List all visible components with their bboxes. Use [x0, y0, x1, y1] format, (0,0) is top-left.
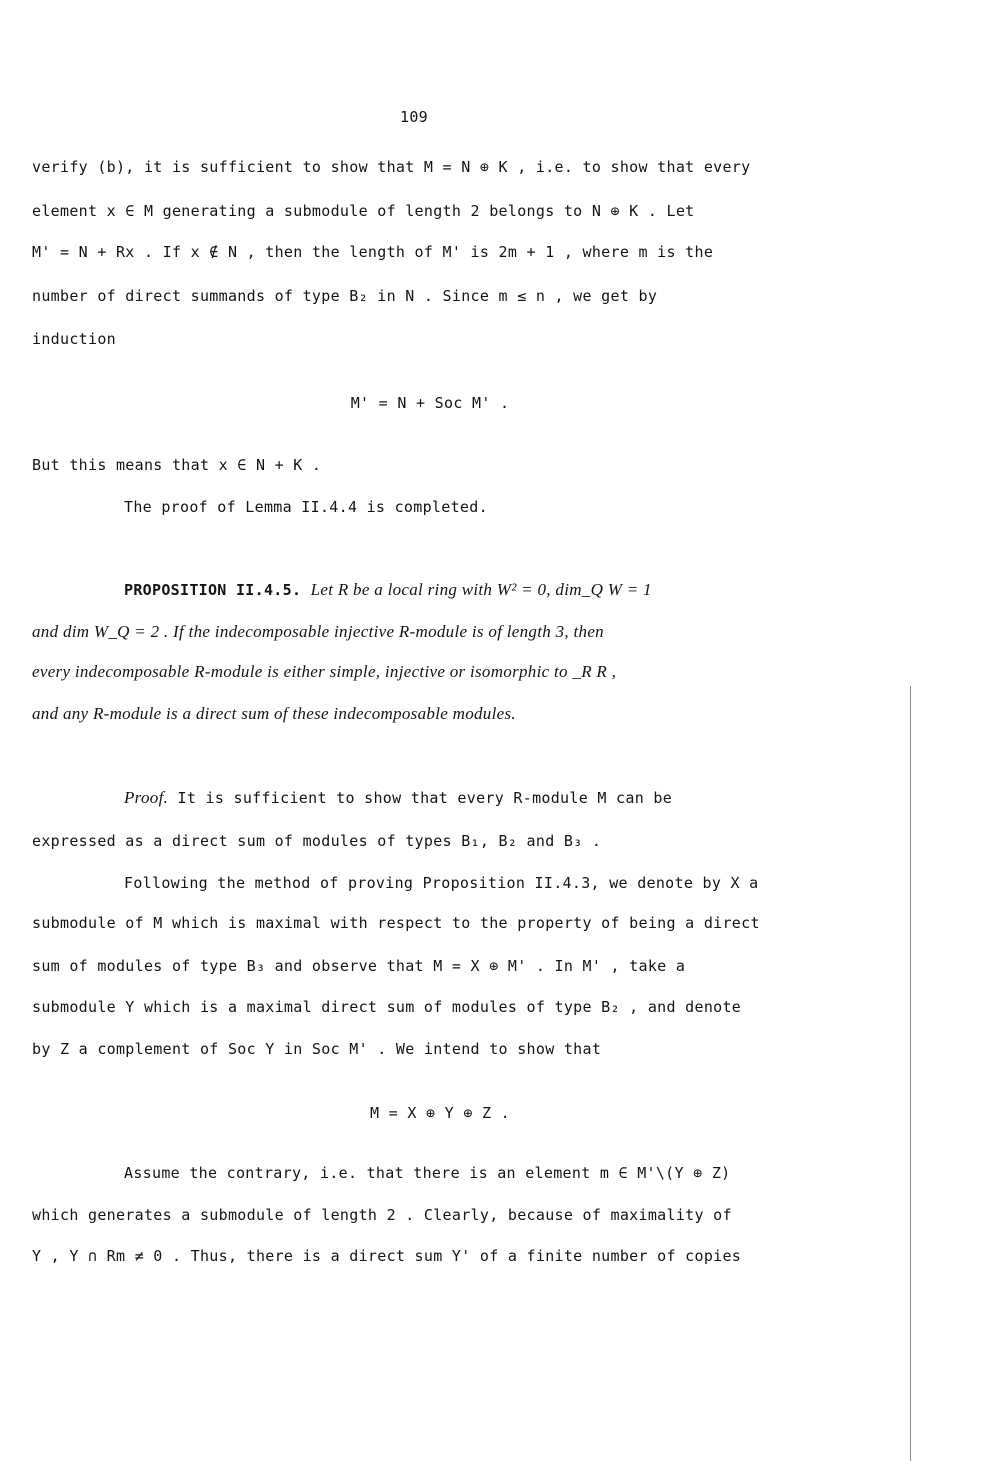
proof-label: Proof.	[124, 788, 169, 807]
text-line: But this means that x ∈ N + K .	[32, 456, 322, 474]
proposition-line	[124, 580, 652, 600]
proposition-text: Let R be a local ring with W² = 0, dim_Q W = 1	[310, 580, 652, 599]
display-equation: M = X ⊕ Y ⊕ Z .	[370, 1104, 510, 1122]
text-line: element x ∈ M generating a submodule of length 2 belongs to N ⊕ K . Let	[32, 202, 695, 220]
text-line: verify (b), it is sufficient to show that M = N ⊕ K , i.e. to show that every	[32, 158, 751, 176]
proof-line: Assume the contrary, i.e. that there is an element m ∈ M'\(Y ⊕ Z)	[124, 1164, 731, 1182]
proof-line: Y , Y ∩ Rm ≠ 0 . Thus, there is a direct sum Y' of a finite number of copies	[32, 1247, 742, 1265]
proof-line: expressed as a direct sum of modules of types B₁, B₂ and B₃ .	[32, 832, 602, 850]
proof-line: by Z a complement of Soc Y in Soc M' . We intend to show that	[32, 1040, 602, 1058]
proof-line: which generates a submodule of length 2 . Clearly, because of maximality of	[32, 1206, 732, 1224]
proof-line	[124, 788, 672, 808]
display-equation: M' = N + Soc M' .	[350, 394, 510, 412]
proposition-line: and dim W_Q = 2 . If the indecomposable injective R-module is of length 3, then	[32, 622, 604, 641]
text-line: The proof of Lemma II.4.4 is completed.	[124, 498, 488, 516]
proof-line: sum of modules of type B₃ and observe that M = X ⊕ M' . In M' , take a	[32, 957, 686, 975]
proposition-heading: PROPOSITION II.4.5.	[124, 581, 302, 599]
scan-edge-line	[910, 686, 911, 1461]
page-number: 109	[400, 108, 428, 126]
proposition-line: every indecomposable R-module is either simple, injective or isomorphic to _R R ,	[32, 662, 617, 681]
text-line: number of direct summands of type B₂ in N . Since m ≤ n , we get by	[32, 287, 658, 305]
proposition-line: and any R-module is a direct sum of these indecomposable modules.	[32, 704, 516, 723]
proof-line: Following the method of proving Proposition II.4.3, we denote by X a	[124, 874, 759, 892]
proof-text: It is sufficient to show that every R-module M can be	[177, 789, 673, 807]
proof-line: submodule of M which is maximal with respect to the property of being a direct	[32, 914, 760, 932]
text-line: induction	[32, 330, 116, 348]
proof-line: submodule Y which is a maximal direct sum of modules of type B₂ , and denote	[32, 998, 742, 1016]
text-line: M' = N + Rx . If x ∉ N , then the length of M' is 2m + 1 , where m is the	[32, 243, 714, 261]
